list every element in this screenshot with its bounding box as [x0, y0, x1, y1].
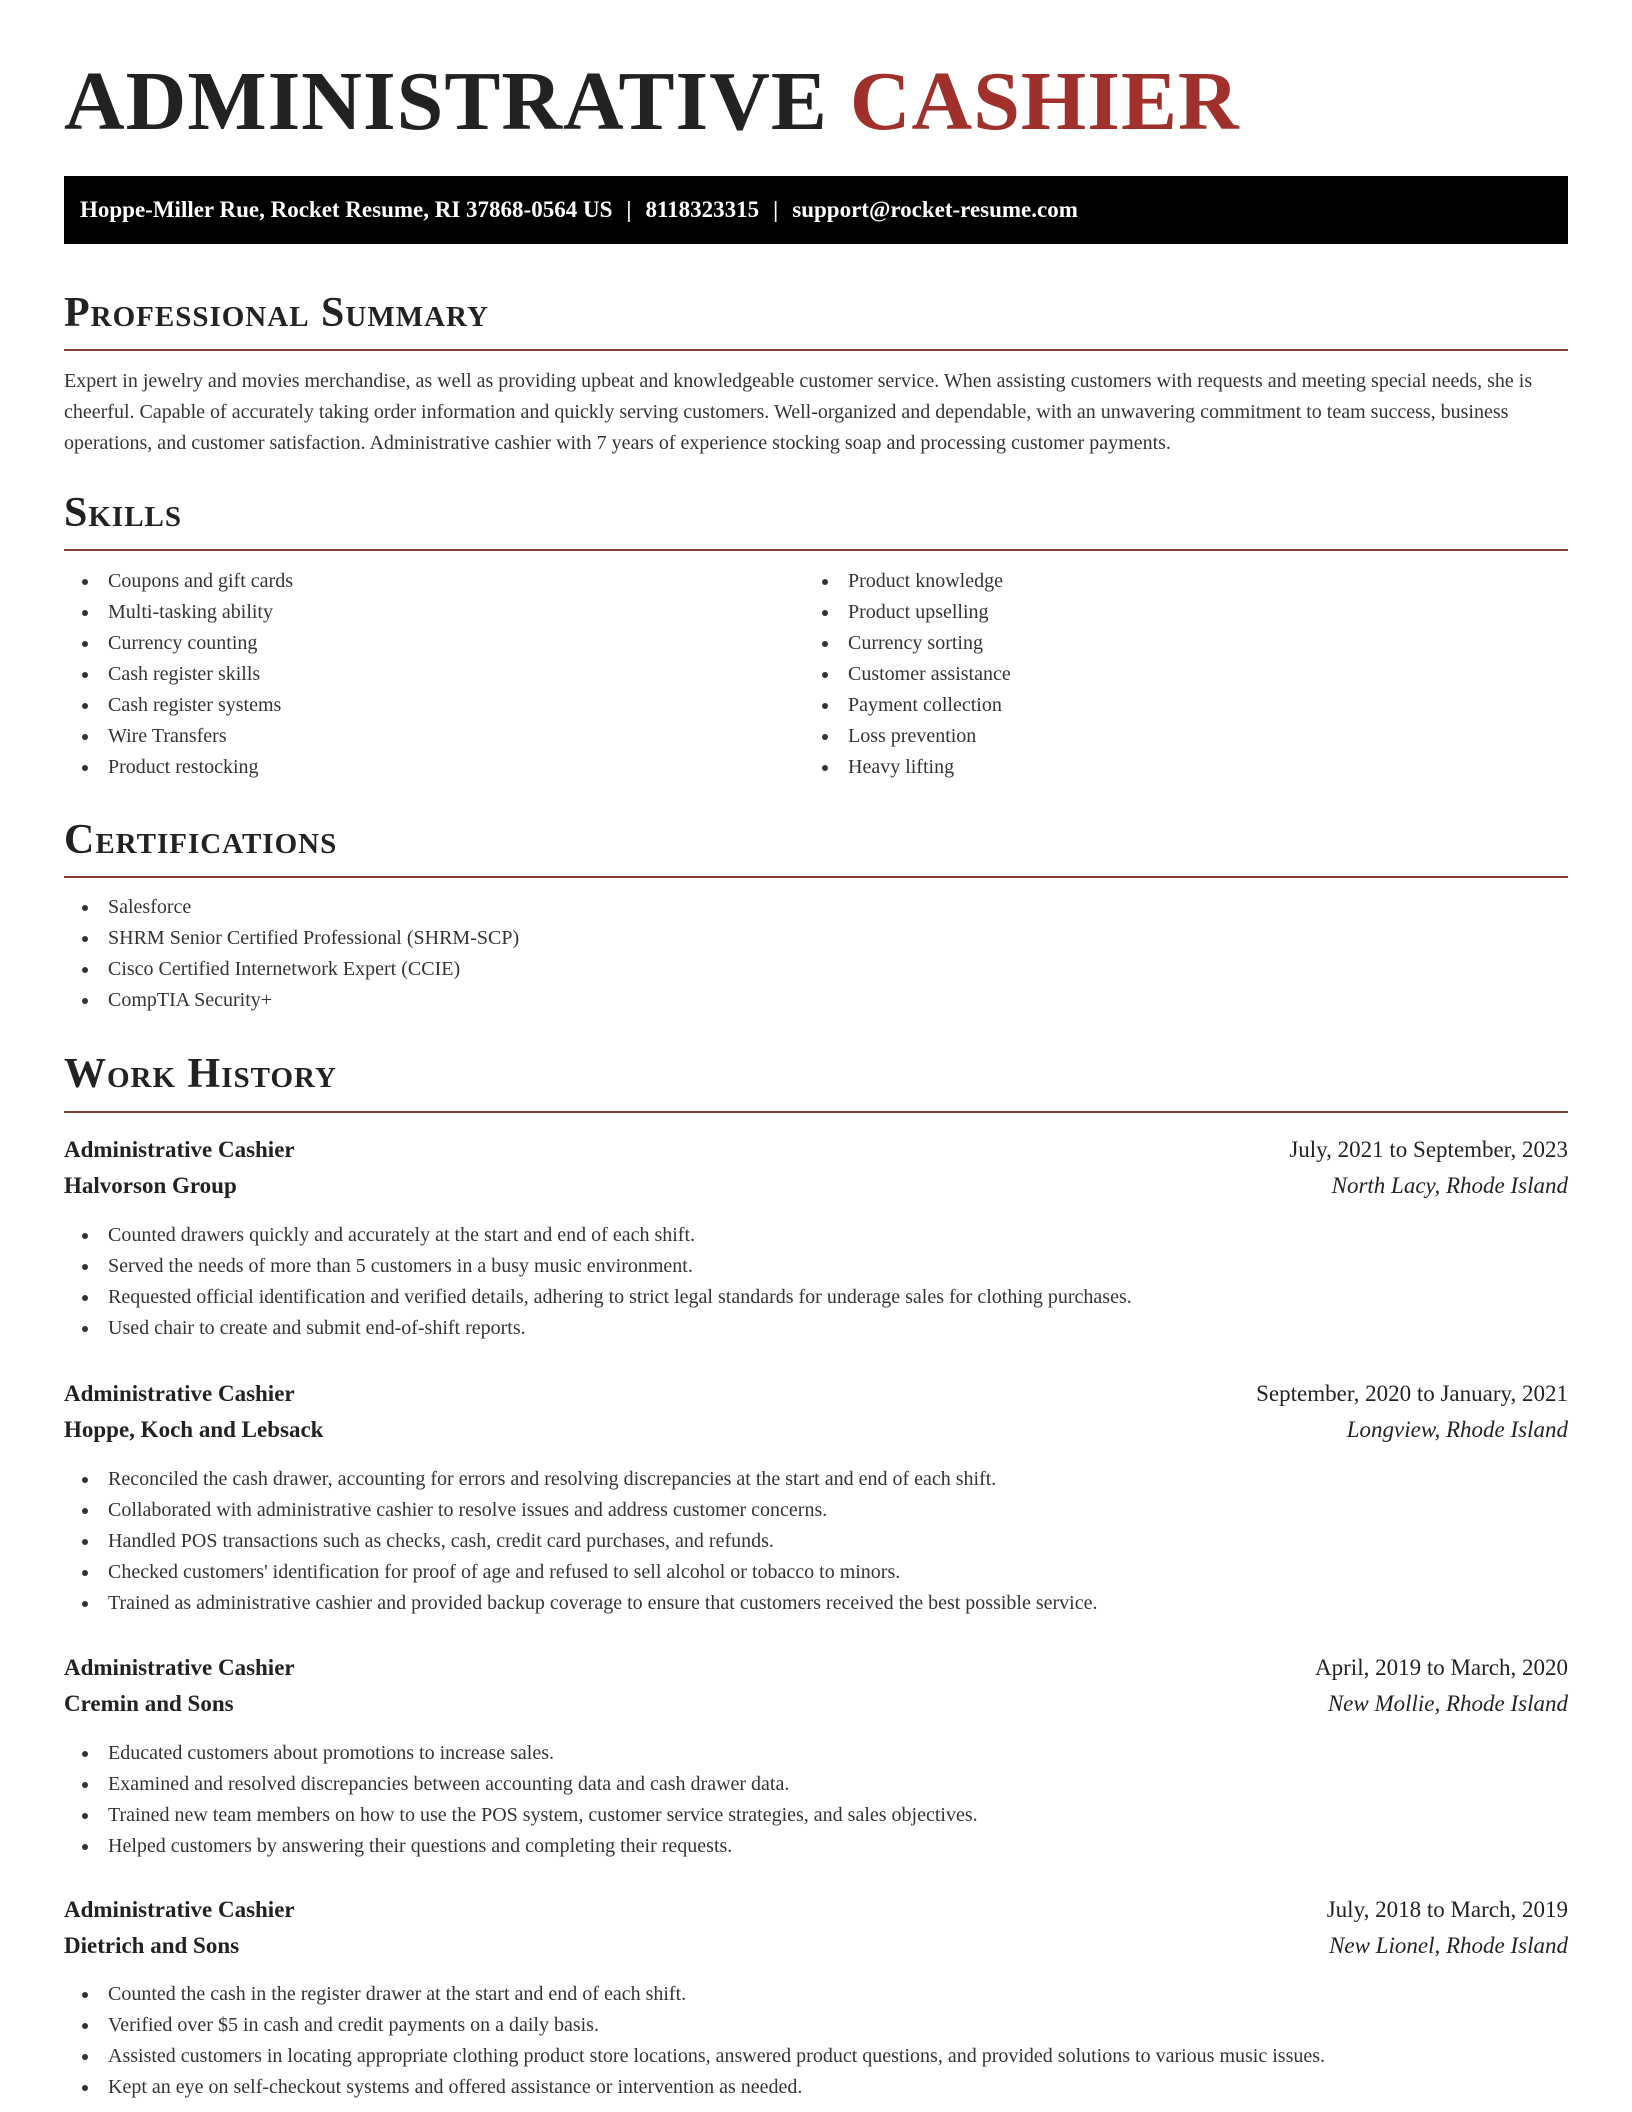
- contact-email[interactable]: support@rocket-resume.com: [792, 197, 1078, 222]
- job-bullet: Kept an eye on self-checkout systems and offered assistance or intervention as needed.: [64, 2072, 1325, 2103]
- job-bullet: Served the needs of more than 5 customers in a busy music environment.: [64, 1251, 1132, 1282]
- skills-list-left: [64, 566, 293, 783]
- summary-text: Expert in jewelry and movies merchandise, as well as providing upbeat and knowledgeable customer service. When assisting customers with requests and meeting special needs, she is cheerful. Capable of accurately taking order information and quickly serving customers. Well-organized and dependable, with an unwavering commitment to team success, business operations, and customer satisfaction. Administrative cashier with 7 years of experience stocking soap and processing customer payments.: [64, 370, 1533, 454]
- job-dates: July, 2018 to March, 2019: [1326, 1897, 1568, 1922]
- contact-address: Hoppe-Miller Rue, Rocket Resume, RI 37868-0564 US: [80, 197, 613, 222]
- skill-item: Wire Transfers: [64, 721, 293, 752]
- job-location: New Mollie, Rhode Island: [1327, 1691, 1568, 1716]
- job-location: New Lionel, Rhode Island: [1329, 1933, 1568, 1958]
- job-bullets: [64, 1464, 1097, 1619]
- skill-item: Customer assistance: [804, 659, 1011, 690]
- job-bullet: Used chair to create and submit end-of-shift reports.: [64, 1313, 1132, 1344]
- job-bullet: Assisted customers in locating appropriate clothing product store locations, answered product questions, and provided solutions to various music issues.: [64, 2041, 1325, 2072]
- job-bullet: Counted drawers quickly and accurately at the start and end of each shift.: [64, 1220, 1132, 1251]
- job-company: Hoppe, Koch and Lebsack: [64, 1417, 324, 1442]
- skill-item: Coupons and gift cards: [64, 566, 293, 597]
- skill-item: Cash register skills: [64, 659, 293, 690]
- job-header: [64, 1650, 1568, 1686]
- skill-item: Currency counting: [64, 628, 293, 659]
- job-location: Longview, Rhode Island: [1346, 1417, 1568, 1442]
- job-bullet: Requested official identification and verified details, adhering to strict legal standards for underage sales for clothing purchases.: [64, 1282, 1132, 1313]
- job-company: Halvorson Group: [64, 1173, 237, 1198]
- job-bullet: Collaborated with administrative cashier to resolve issues and address customer concerns.: [64, 1495, 1097, 1526]
- job-subheader: [64, 1168, 1568, 1204]
- skill-item: Product knowledge: [804, 566, 1011, 597]
- job-bullet: Counted the cash in the register drawer at the start and end of each shift.: [64, 1979, 1325, 2010]
- job-bullet: Educated customers about promotions to increase sales.: [64, 1738, 978, 1769]
- job-bullet: Reconciled the cash drawer, accounting for errors and resolving discrepancies at the start and end of each shift.: [64, 1464, 1097, 1495]
- skill-item: Cash register systems: [64, 690, 293, 721]
- section-divider: [64, 349, 1568, 351]
- job-location: North Lacy, Rhode Island: [1331, 1173, 1568, 1198]
- section-title-skills: Skills: [64, 490, 183, 536]
- contact-bar: [64, 176, 1568, 244]
- skill-item: Heavy lifting: [804, 752, 1011, 783]
- job-header: [64, 1376, 1568, 1412]
- skills-list-right: [804, 566, 1011, 783]
- skill-item: Product upselling: [804, 597, 1011, 628]
- job-bullet: Checked customers' identification for proof of age and refused to sell alcohol or tobacco to minors.: [64, 1557, 1097, 1588]
- name-first: ADMINISTRATIVE: [64, 55, 828, 148]
- section-divider: [64, 549, 1568, 551]
- section-divider: [64, 876, 1568, 878]
- job-bullet: Handled POS transactions such as checks, cash, credit card purchases, and refunds.: [64, 1526, 1097, 1557]
- section-title-work-history: Work History: [64, 1051, 337, 1097]
- certification-item: CompTIA Security+: [64, 985, 519, 1016]
- job-dates: July, 2021 to September, 2023: [1289, 1137, 1568, 1162]
- skill-item: Payment collection: [804, 690, 1011, 721]
- section-title-certifications: Certifications: [64, 817, 338, 863]
- job-dates: April, 2019 to March, 2020: [1315, 1655, 1568, 1680]
- job-bullets: [64, 1220, 1132, 1344]
- job-subheader: [64, 1686, 1568, 1722]
- certification-item: Cisco Certified Internetwork Expert (CCIE): [64, 954, 519, 985]
- job-bullet: Trained new team members on how to use the POS system, customer service strategies, and sales objectives.: [64, 1800, 978, 1831]
- skill-item: Multi-tasking ability: [64, 597, 293, 628]
- section-divider: [64, 1111, 1568, 1113]
- job-title: Administrative Cashier: [64, 1897, 295, 1922]
- resume-name: [64, 52, 1240, 152]
- section-title-summary: Professional Summary: [64, 290, 489, 336]
- job-subheader: [64, 1928, 1568, 1964]
- job-title: Administrative Cashier: [64, 1137, 295, 1162]
- job-company: Cremin and Sons: [64, 1691, 234, 1716]
- certifications-list: [64, 892, 519, 1016]
- name-last: CASHIER: [849, 55, 1240, 148]
- job-bullet: Helped customers by answering their questions and completing their requests.: [64, 1831, 978, 1862]
- contact-separator: |: [773, 197, 779, 222]
- job-title: Administrative Cashier: [64, 1655, 295, 1680]
- job-dates: September, 2020 to January, 2021: [1256, 1381, 1568, 1406]
- job-subheader: [64, 1412, 1568, 1448]
- job-bullet: Trained as administrative cashier and provided backup coverage to ensure that customers received the best possible service.: [64, 1588, 1097, 1619]
- job-company: Dietrich and Sons: [64, 1933, 240, 1958]
- job-bullets: [64, 1979, 1325, 2103]
- skill-item: Loss prevention: [804, 721, 1011, 752]
- certification-item: SHRM Senior Certified Professional (SHRM-SCP): [64, 923, 519, 954]
- skill-item: Product restocking: [64, 752, 293, 783]
- job-header: [64, 1132, 1568, 1168]
- skill-item: Currency sorting: [804, 628, 1011, 659]
- contact-separator: |: [626, 197, 632, 222]
- job-header: [64, 1892, 1568, 1928]
- job-bullets: [64, 1738, 978, 1862]
- contact-phone: 8118323315: [645, 197, 760, 222]
- certification-item: Salesforce: [64, 892, 519, 923]
- job-title: Administrative Cashier: [64, 1381, 295, 1406]
- job-bullet: Examined and resolved discrepancies between accounting data and cash drawer data.: [64, 1769, 978, 1800]
- job-bullet: Verified over $5 in cash and credit payments on a daily basis.: [64, 2010, 1325, 2041]
